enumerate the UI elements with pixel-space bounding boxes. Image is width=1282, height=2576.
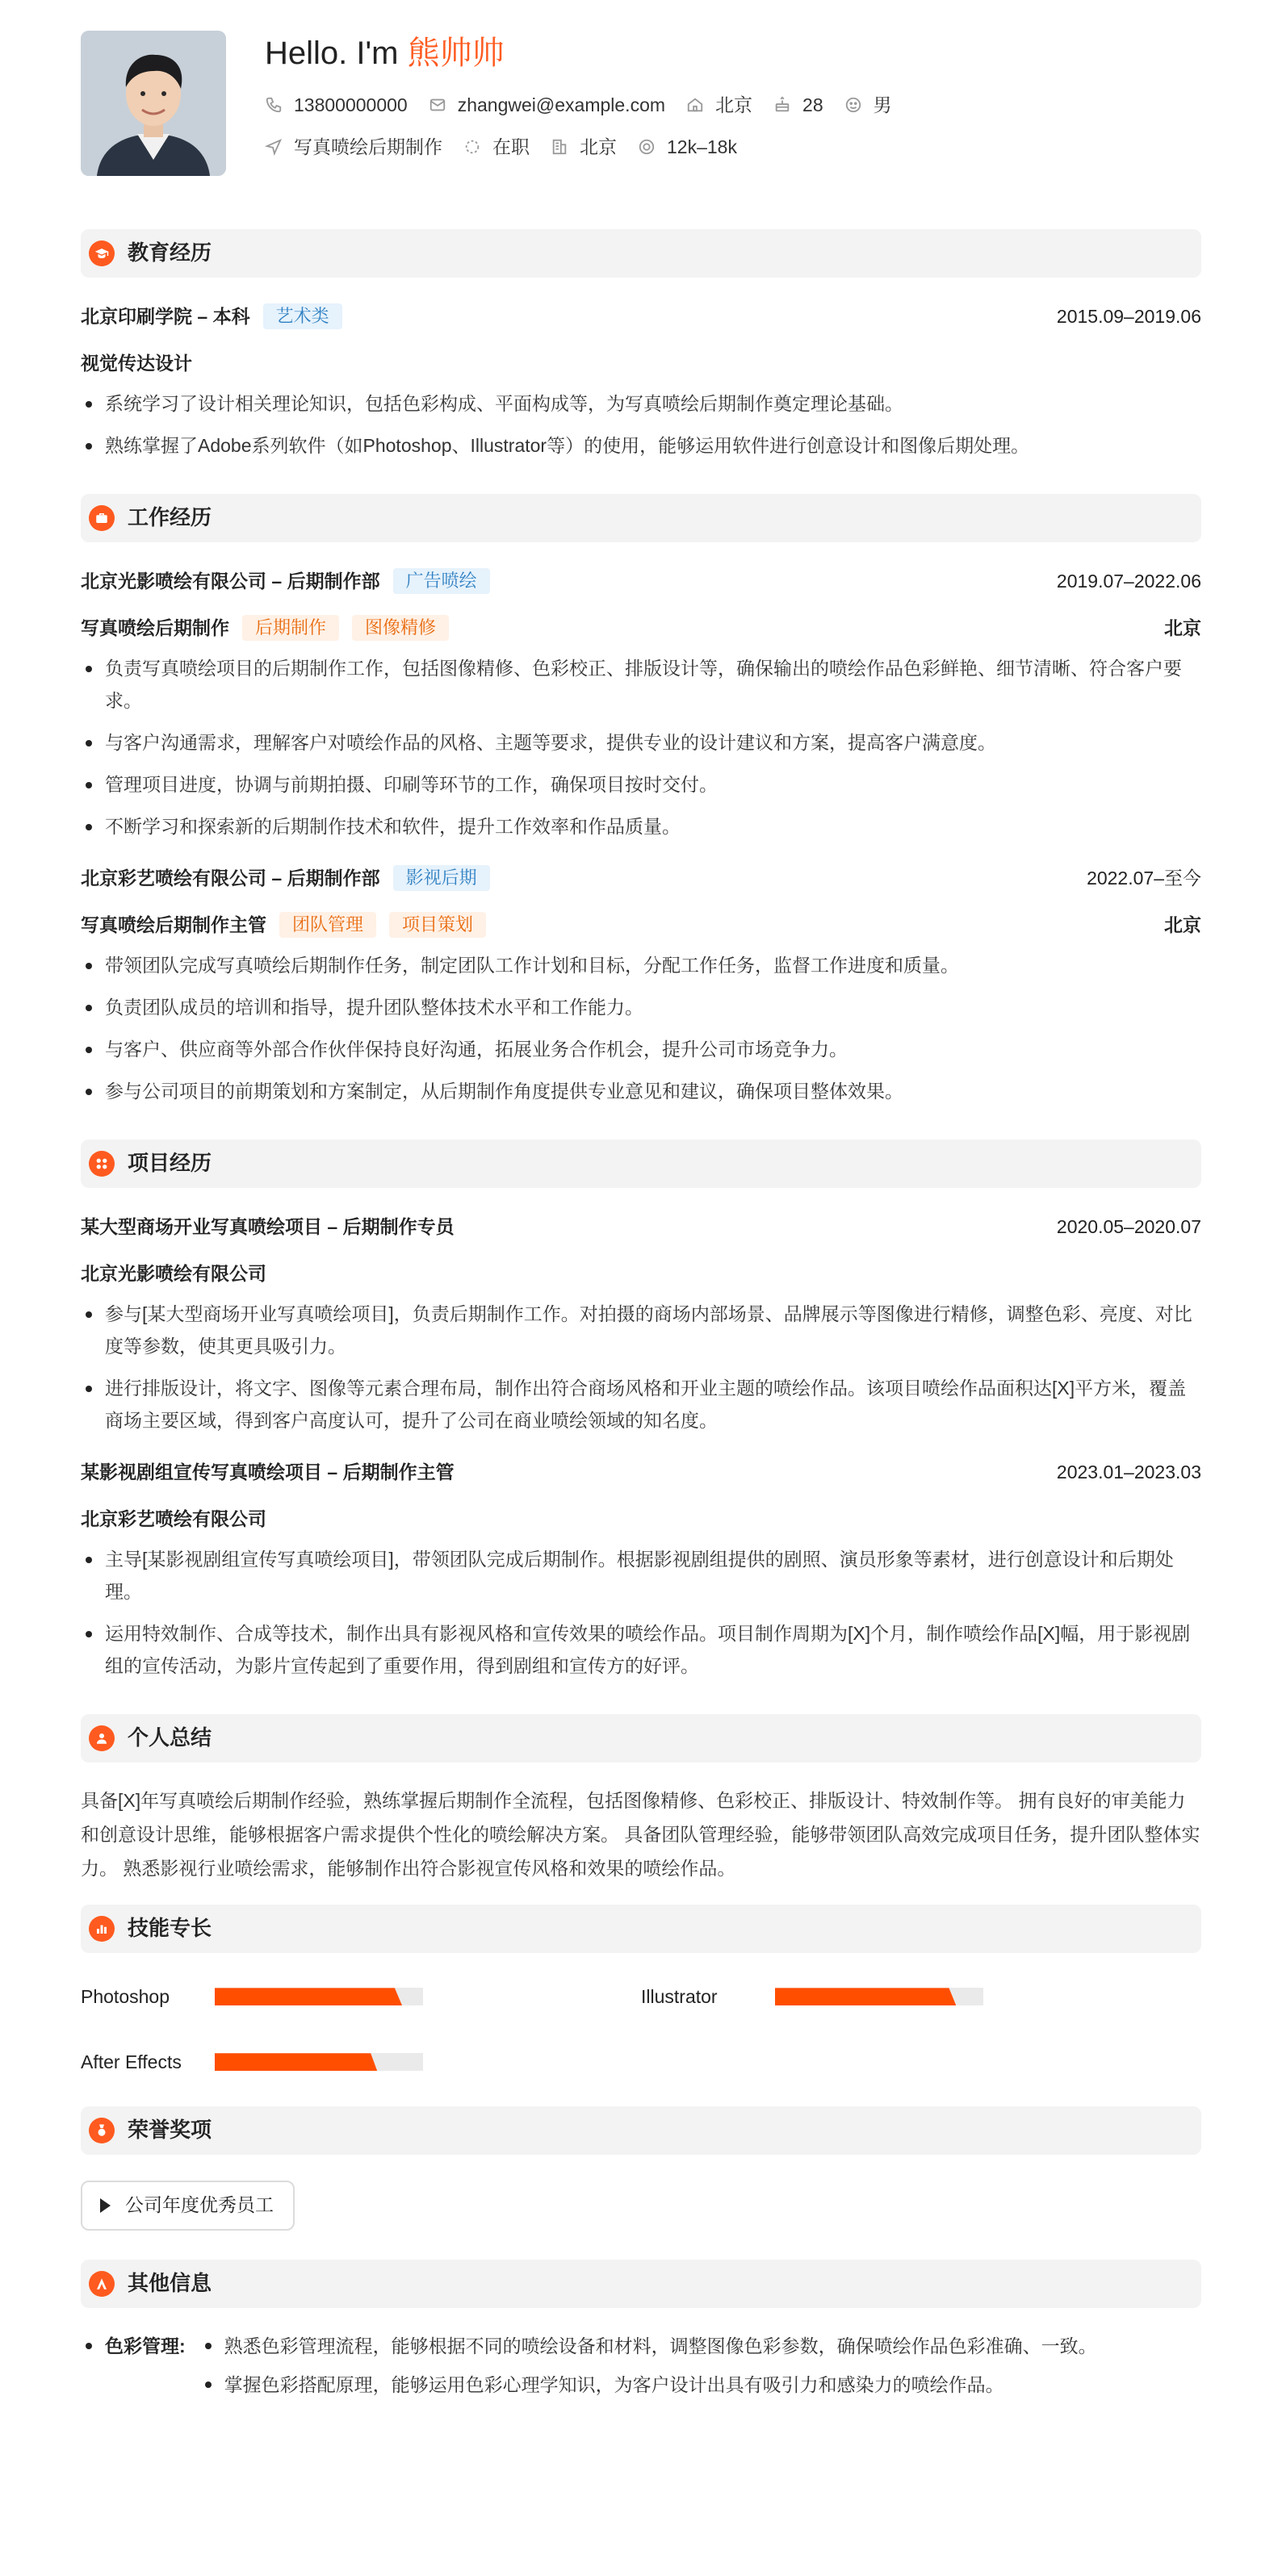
skill-row — [81, 1982, 641, 2012]
education-bullets — [81, 387, 1201, 462]
building-icon — [551, 138, 568, 156]
list-item: 参与公司项目的前期策划和方案制定，从后期制作角度提供专业意见和建议，确保项目整体效果。 — [81, 1075, 1201, 1107]
summary-text: 具备[X]年写真喷绘后期制作经验，熟练掌握后期制作全流程，包括图像精修、色彩校正、排版设计、特效制作等。 拥有良好的审美能力和创意设计思维，能够根据客户需求提供个性化的喷绘解决方案。 具备团队管理经验，能够带领团队高效完成项目任务，提升团队整体实力。 熟悉影视行业喷绘需求，能够制作出符合影视宣传风格和效果的喷绘作品。 — [81, 1790, 1200, 1879]
age-text: 28 — [802, 94, 823, 115]
skill-level-fill — [775, 1988, 956, 2005]
list-item: 运用特效制作、合成等技术，制作出具有影视风格和宣传效果的喷绘作品。项目制作周期为[X]个月，制作喷绘作品[X]幅，用于影视剧组的宣传活动，为影片宣传起到了重要作用，得到剧组和宣传方的好评。 — [81, 1617, 1201, 1682]
project-company: 北京彩艺喷绘有限公司 — [81, 1508, 266, 1529]
phone-text: 13800000000 — [294, 94, 408, 115]
skills-section-header — [81, 1905, 1201, 1953]
skills-section-title: 技能专长 — [128, 1916, 212, 1941]
company-name: 北京彩艺喷绘有限公司 – 后期制作部 — [81, 867, 380, 889]
list-item: 掌握色彩搭配原理，能够运用色彩心理学知识，为客户设计出具有吸引力和感染力的喷绘作品。 — [200, 2368, 1097, 2402]
target-city-text: 北京 — [580, 136, 617, 157]
project-company: 北京光影喷绘有限公司 — [81, 1263, 266, 1284]
face-icon — [844, 96, 862, 114]
list-item: 与客户、供应商等外部合作伙伴保持良好沟通，拓展业务合作机会，提升公司市场竞争力。 — [81, 1033, 1201, 1065]
education-entry — [81, 302, 1201, 462]
projects-section-title: 项目经历 — [128, 1151, 212, 1176]
other-section-header — [81, 2260, 1201, 2308]
home-icon — [686, 96, 704, 114]
role-tag: 图像精修 — [352, 615, 449, 641]
work-entry-1 — [81, 567, 1201, 843]
phone-icon — [265, 96, 283, 114]
skill-name: Photoshop — [81, 1986, 170, 2007]
work-city: 北京 — [1164, 617, 1201, 638]
company-tag: 广告喷绘 — [393, 568, 490, 594]
work-entry-2 — [81, 864, 1201, 1107]
list-item: 管理项目进度，协调与前期拍摄、印刷等环节的工作，确保项目按时交付。 — [81, 768, 1201, 801]
candidate-name: 熊帅帅 — [407, 36, 505, 71]
awards-list — [81, 2181, 1201, 2231]
project-date: 2020.05–2020.07 — [1056, 1215, 1201, 1237]
contact-row — [265, 92, 913, 118]
role-tag: 后期制作 — [242, 615, 339, 641]
skill-level-bar — [215, 2053, 423, 2071]
list-item: 负责写真喷绘项目的后期制作工作，包括图像精修、色彩校正、排版设计等，确保输出的喷绘作品色彩鲜艳、细节清晰、符合客户要求。 — [81, 652, 1201, 717]
awards-section-title: 荣誉奖项 — [128, 2117, 212, 2142]
projects-section-header — [81, 1140, 1201, 1188]
salary-info — [638, 132, 737, 162]
work-bullets — [81, 652, 1201, 843]
email-info — [429, 90, 665, 120]
school-name: 北京印刷学院 – 本科 — [81, 305, 250, 327]
coin-icon — [638, 138, 656, 156]
location-text: 北京 — [715, 94, 753, 115]
award-label: 公司年度优秀员工 — [125, 2194, 274, 2216]
skill-row — [641, 1982, 1201, 2012]
list-item: 不断学习和探索新的后期制作技术和软件，提升工作效率和作品质量。 — [81, 810, 1201, 843]
skill-level-fill — [215, 1988, 402, 2005]
role-tag: 团队管理 — [279, 912, 376, 938]
work-bullets — [81, 949, 1201, 1107]
project-bullets — [81, 1298, 1201, 1436]
project-bullets — [81, 1543, 1201, 1682]
list-item: 熟悉色彩管理流程，能够根据不同的喷绘设备和材料，调整图像色彩参数，确保喷绘作品色彩准确、一致。 — [200, 2329, 1097, 2363]
work-date: 2019.07–2022.06 — [1056, 570, 1201, 592]
list-item: 与客户沟通需求，理解客户对喷绘作品的风格、主题等要求，提供专业的设计建议和方案，提高客户满意度。 — [81, 726, 1201, 759]
list-item: 进行排版设计，将文字、图像等元素合理布局，制作出符合商场风格和开业主题的喷绘作品。该项目喷绘作品面积达[X]平方米，覆盖商场主要区域，得到客户高度认可，提升了公司在商业喷绘领域的知名度。 — [81, 1372, 1201, 1436]
project-entry-2 — [81, 1457, 1201, 1682]
summary-section-title: 个人总结 — [128, 1725, 212, 1750]
job-title-text: 写真喷绘后期制作 — [294, 136, 442, 157]
cake-icon — [773, 96, 791, 114]
company-tag: 影视后期 — [393, 865, 490, 891]
location-info — [686, 90, 752, 120]
work-city: 北京 — [1164, 914, 1201, 935]
greeting-title — [265, 32, 913, 74]
list-item: 参与[某大型商场开业写真喷绘项目]，负责后期制作工作。对拍摄的商场内部场景、品牌展示等图像进行精修，调整色彩、亮度、对比度等参数，使其更具吸引力。 — [81, 1298, 1201, 1362]
work-date: 2022.07–至今 — [1087, 867, 1201, 889]
avatar — [81, 31, 226, 176]
gender-text: 男 — [873, 94, 892, 115]
mail-icon — [429, 96, 446, 114]
send-icon — [265, 138, 283, 156]
list-item: 系统学习了设计相关理论知识，包括色彩构成、平面构成等，为写真喷绘后期制作奠定理论基础。 — [81, 387, 1201, 420]
skill-name: Illustrator — [641, 1986, 718, 2007]
major-name: 视觉传达设计 — [81, 353, 192, 374]
bar-chart-icon — [89, 1916, 115, 1942]
phone-info — [265, 90, 408, 120]
project-name: 某大型商场开业写真喷绘项目 – 后期制作专员 — [81, 1215, 455, 1237]
education-section-header — [81, 229, 1201, 278]
company-name: 北京光影喷绘有限公司 – 后期制作部 — [81, 570, 380, 592]
gender-info — [844, 90, 892, 120]
award-item — [81, 2181, 295, 2231]
resume-header — [81, 31, 1201, 184]
job-title-info — [265, 132, 442, 162]
briefcase-icon — [89, 505, 115, 531]
avatar-portrait-icon — [81, 31, 226, 176]
other-info-icon — [89, 2271, 115, 2297]
work-section-header — [81, 494, 1201, 542]
skills-list — [81, 1982, 1201, 2077]
other-info-list — [200, 2329, 1097, 2402]
work-section-title: 工作经历 — [128, 505, 212, 530]
skill-row — [81, 2047, 641, 2077]
greeting-text: Hello. I'm — [265, 36, 399, 71]
status-text: 在职 — [492, 136, 530, 157]
graduation-cap-icon — [89, 240, 115, 266]
project-entry-1 — [81, 1212, 1201, 1436]
skill-level-bar — [215, 1988, 423, 2005]
list-item: 主导[某影视剧组宣传写真喷绘项目]，带领团队完成后期制作。根据影视剧组提供的剧照、演员形象等素材，进行创意设计和后期处理。 — [81, 1543, 1201, 1608]
list-item: 负责团队成员的培训和指导，提升团队整体技术水平和工作能力。 — [81, 991, 1201, 1023]
school-tag: 艺术类 — [263, 303, 342, 329]
other-info-row — [81, 2329, 1201, 2402]
other-section-title: 其他信息 — [128, 2270, 212, 2295]
list-item: 熟练掌握了Adobe系列软件（如Photoshop、Illustrator等）的使用，能够运用软件进行创意设计和图像后期处理。 — [81, 429, 1201, 462]
role-name: 写真喷绘后期制作 — [81, 617, 229, 638]
list-item: 带领团队完成写真喷绘后期制作任务，制定团队工作计划和目标，分配工作任务，监督工作进度和质量。 — [81, 949, 1201, 981]
project-date: 2023.01–2023.03 — [1056, 1461, 1201, 1482]
project-name: 某影视剧组宣传写真喷绘项目 – 后期制作主管 — [81, 1461, 455, 1482]
status-info — [463, 132, 530, 162]
skill-name: After Effects — [81, 2051, 182, 2072]
education-section-title: 教育经历 — [128, 240, 212, 266]
role-tag: 项目策划 — [389, 912, 486, 938]
spinner-icon — [463, 138, 481, 156]
other-info-label: 色彩管理: — [105, 2329, 186, 2402]
email-text: zhangwei@example.com — [457, 94, 666, 115]
target-city-info — [551, 132, 617, 162]
skill-level-bar — [775, 1988, 983, 2005]
age-info — [773, 90, 823, 120]
user-icon — [89, 1725, 115, 1751]
role-name: 写真喷绘后期制作主管 — [81, 914, 266, 935]
medal-icon — [89, 2118, 115, 2143]
play-triangle-icon — [100, 2198, 111, 2213]
job-row — [265, 134, 913, 160]
skill-level-fill — [215, 2053, 377, 2071]
summary-section-header — [81, 1714, 1201, 1763]
grid-icon — [89, 1151, 115, 1177]
education-date: 2015.09–2019.06 — [1056, 305, 1201, 327]
salary-text: 12k–18k — [667, 136, 737, 157]
awards-section-header — [81, 2106, 1201, 2155]
